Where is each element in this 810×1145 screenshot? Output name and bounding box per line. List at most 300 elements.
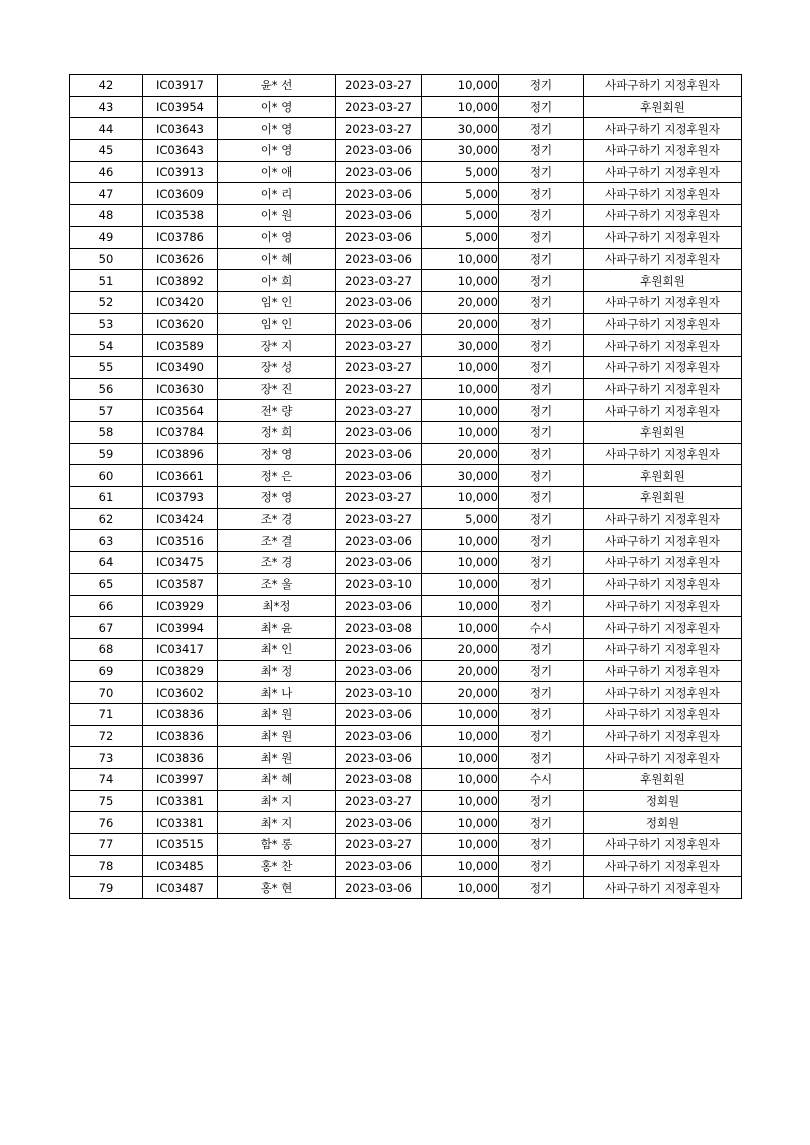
donor-category-cell: 사파구하기 지정후원자 <box>584 660 742 682</box>
donor-name-cell: 정* 희 <box>218 422 336 444</box>
donor-category-cell: 사파구하기 지정후원자 <box>584 161 742 183</box>
donation-date-cell: 2023-03-10 <box>336 573 422 595</box>
donor-name-cell: 최* 나 <box>218 682 336 704</box>
donation-amount-cell: 5,000 <box>422 205 499 227</box>
donation-amount-cell: 10,000 <box>422 725 499 747</box>
donation-amount-cell: 10,000 <box>422 356 499 378</box>
donation-date-cell: 2023-03-27 <box>336 96 422 118</box>
table-row <box>70 573 742 595</box>
donation-date-cell: 2023-03-06 <box>336 747 422 769</box>
table-row <box>70 313 742 335</box>
donation-type-cell: 정기 <box>499 855 584 877</box>
donation-type-cell: 정기 <box>499 248 584 270</box>
donation-date-cell: 2023-03-27 <box>336 335 422 357</box>
row-number-cell: 61 <box>70 487 143 509</box>
row-number-cell: 58 <box>70 422 143 444</box>
donor-category-cell: 후원회원 <box>584 487 742 509</box>
donor-name-cell: 정* 영 <box>218 487 336 509</box>
donation-type-cell: 정기 <box>499 226 584 248</box>
donation-amount-cell: 10,000 <box>422 790 499 812</box>
donor-id-cell: IC03784 <box>143 422 218 444</box>
donation-amount-cell: 10,000 <box>422 75 499 97</box>
donation-type-cell: 정기 <box>499 140 584 162</box>
row-number-cell: 43 <box>70 96 143 118</box>
donation-date-cell: 2023-03-06 <box>336 443 422 465</box>
donor-category-cell: 사파구하기 지정후원자 <box>584 703 742 725</box>
donor-id-cell: IC03643 <box>143 118 218 140</box>
donation-type-cell: 정기 <box>499 725 584 747</box>
row-number-cell: 51 <box>70 270 143 292</box>
donation-date-cell: 2023-03-27 <box>336 378 422 400</box>
donation-amount-cell: 30,000 <box>422 140 499 162</box>
donor-name-cell: 장* 진 <box>218 378 336 400</box>
row-number-cell: 52 <box>70 291 143 313</box>
donation-date-cell: 2023-03-06 <box>336 855 422 877</box>
table-row <box>70 248 742 270</box>
row-number-cell: 66 <box>70 595 143 617</box>
donor-name-cell: 조* 울 <box>218 573 336 595</box>
donation-date-cell: 2023-03-06 <box>336 638 422 660</box>
table-row <box>70 205 742 227</box>
row-number-cell: 62 <box>70 508 143 530</box>
donor-category-cell: 사파구하기 지정후원자 <box>584 356 742 378</box>
donor-id-cell: IC03793 <box>143 487 218 509</box>
row-number-cell: 79 <box>70 877 143 899</box>
donation-amount-cell: 10,000 <box>422 855 499 877</box>
donor-table-body <box>70 75 742 899</box>
donor-id-cell: IC03381 <box>143 790 218 812</box>
table-row <box>70 530 742 552</box>
donation-type-cell: 정기 <box>499 161 584 183</box>
donation-date-cell: 2023-03-10 <box>336 682 422 704</box>
donation-amount-cell: 5,000 <box>422 226 499 248</box>
donation-amount-cell: 10,000 <box>422 769 499 791</box>
donation-amount-cell: 20,000 <box>422 443 499 465</box>
donor-category-cell: 사파구하기 지정후원자 <box>584 183 742 205</box>
donation-date-cell: 2023-03-06 <box>336 422 422 444</box>
donor-category-cell: 사파구하기 지정후원자 <box>584 443 742 465</box>
donation-type-cell: 정기 <box>499 812 584 834</box>
donation-type-cell: 정기 <box>499 96 584 118</box>
donation-type-cell: 정기 <box>499 422 584 444</box>
table-row <box>70 161 742 183</box>
donation-type-cell: 정기 <box>499 270 584 292</box>
donation-date-cell: 2023-03-06 <box>336 248 422 270</box>
donation-date-cell: 2023-03-27 <box>336 834 422 856</box>
donor-name-cell: 최* 정 <box>218 660 336 682</box>
donor-id-cell: IC03487 <box>143 877 218 899</box>
donor-category-cell: 후원회원 <box>584 270 742 292</box>
row-number-cell: 44 <box>70 118 143 140</box>
donation-type-cell: 정기 <box>499 487 584 509</box>
table-row <box>70 747 742 769</box>
table-row <box>70 96 742 118</box>
donor-id-cell: IC03626 <box>143 248 218 270</box>
donation-date-cell: 2023-03-06 <box>336 140 422 162</box>
table-row <box>70 769 742 791</box>
donation-amount-cell: 10,000 <box>422 747 499 769</box>
row-number-cell: 56 <box>70 378 143 400</box>
donation-amount-cell: 10,000 <box>422 834 499 856</box>
row-number-cell: 49 <box>70 226 143 248</box>
table-row <box>70 335 742 357</box>
donor-category-cell: 정회원 <box>584 812 742 834</box>
donor-category-cell: 정회원 <box>584 790 742 812</box>
donation-date-cell: 2023-03-06 <box>336 291 422 313</box>
donation-type-cell: 정기 <box>499 660 584 682</box>
table-row <box>70 703 742 725</box>
donation-amount-cell: 5,000 <box>422 183 499 205</box>
donor-name-cell: 이* 원 <box>218 205 336 227</box>
donor-id-cell: IC03424 <box>143 508 218 530</box>
donor-name-cell: 최* 지 <box>218 812 336 834</box>
donor-category-cell: 사파구하기 지정후원자 <box>584 552 742 574</box>
donor-id-cell: IC03829 <box>143 660 218 682</box>
donation-date-cell: 2023-03-06 <box>336 660 422 682</box>
row-number-cell: 72 <box>70 725 143 747</box>
donation-type-cell: 정기 <box>499 508 584 530</box>
donor-category-cell: 사파구하기 지정후원자 <box>584 530 742 552</box>
donation-type-cell: 정기 <box>499 118 584 140</box>
donation-amount-cell: 10,000 <box>422 877 499 899</box>
row-number-cell: 70 <box>70 682 143 704</box>
donor-id-cell: IC03485 <box>143 855 218 877</box>
donation-amount-cell: 10,000 <box>422 270 499 292</box>
donation-date-cell: 2023-03-27 <box>336 356 422 378</box>
donor-name-cell: 정* 은 <box>218 465 336 487</box>
donation-date-cell: 2023-03-27 <box>336 270 422 292</box>
donor-id-cell: IC03892 <box>143 270 218 292</box>
donor-category-cell: 후원회원 <box>584 422 742 444</box>
donor-category-cell: 사파구하기 지정후원자 <box>584 877 742 899</box>
donation-date-cell: 2023-03-06 <box>336 552 422 574</box>
donor-id-cell: IC03589 <box>143 335 218 357</box>
donation-amount-cell: 10,000 <box>422 487 499 509</box>
donor-category-cell: 후원회원 <box>584 96 742 118</box>
donation-type-cell: 정기 <box>499 75 584 97</box>
donation-type-cell: 정기 <box>499 790 584 812</box>
donation-date-cell: 2023-03-06 <box>336 313 422 335</box>
row-number-cell: 47 <box>70 183 143 205</box>
donor-name-cell: 장* 지 <box>218 335 336 357</box>
donor-name-cell: 이* 영 <box>218 96 336 118</box>
donor-name-cell: 이* 혜 <box>218 248 336 270</box>
donor-id-cell: IC03929 <box>143 595 218 617</box>
donor-id-cell: IC03643 <box>143 140 218 162</box>
donation-date-cell: 2023-03-06 <box>336 205 422 227</box>
donor-category-cell: 사파구하기 지정후원자 <box>584 140 742 162</box>
donor-id-cell: IC03836 <box>143 747 218 769</box>
donation-date-cell: 2023-03-08 <box>336 617 422 639</box>
donation-type-cell: 정기 <box>499 378 584 400</box>
donation-type-cell: 정기 <box>499 877 584 899</box>
row-number-cell: 45 <box>70 140 143 162</box>
donation-amount-cell: 10,000 <box>422 595 499 617</box>
row-number-cell: 65 <box>70 573 143 595</box>
donation-type-cell: 정기 <box>499 573 584 595</box>
donation-amount-cell: 20,000 <box>422 291 499 313</box>
row-number-cell: 48 <box>70 205 143 227</box>
donation-date-cell: 2023-03-06 <box>336 226 422 248</box>
row-number-cell: 42 <box>70 75 143 97</box>
donation-amount-cell: 30,000 <box>422 335 499 357</box>
donation-amount-cell: 30,000 <box>422 118 499 140</box>
table-row <box>70 855 742 877</box>
donor-id-cell: IC03490 <box>143 356 218 378</box>
donor-name-cell: 이* 영 <box>218 118 336 140</box>
donation-amount-cell: 10,000 <box>422 400 499 422</box>
donor-id-cell: IC03836 <box>143 725 218 747</box>
donor-category-cell: 사파구하기 지정후원자 <box>584 508 742 530</box>
row-number-cell: 55 <box>70 356 143 378</box>
row-number-cell: 71 <box>70 703 143 725</box>
table-row <box>70 356 742 378</box>
row-number-cell: 59 <box>70 443 143 465</box>
donor-id-cell: IC03954 <box>143 96 218 118</box>
donor-category-cell: 후원회원 <box>584 769 742 791</box>
table-row <box>70 552 742 574</box>
donor-id-cell: IC03417 <box>143 638 218 660</box>
donor-id-cell: IC03997 <box>143 769 218 791</box>
donor-category-cell: 사파구하기 지정후원자 <box>584 248 742 270</box>
donation-type-cell: 정기 <box>499 834 584 856</box>
donor-id-cell: IC03515 <box>143 834 218 856</box>
donor-category-cell: 사파구하기 지정후원자 <box>584 682 742 704</box>
row-number-cell: 50 <box>70 248 143 270</box>
table-row <box>70 443 742 465</box>
donation-type-cell: 정기 <box>499 443 584 465</box>
donor-name-cell: 이* 애 <box>218 161 336 183</box>
donation-amount-cell: 10,000 <box>422 378 499 400</box>
donor-name-cell: 최* 원 <box>218 703 336 725</box>
table-row <box>70 790 742 812</box>
donation-date-cell: 2023-03-06 <box>336 703 422 725</box>
table-row <box>70 487 742 509</box>
donor-id-cell: IC03602 <box>143 682 218 704</box>
donor-id-cell: IC03620 <box>143 313 218 335</box>
donation-amount-cell: 10,000 <box>422 812 499 834</box>
table-row <box>70 226 742 248</box>
row-number-cell: 64 <box>70 552 143 574</box>
donation-amount-cell: 10,000 <box>422 703 499 725</box>
donor-name-cell: 함* 롱 <box>218 834 336 856</box>
donor-name-cell: 임* 인 <box>218 313 336 335</box>
donor-id-cell: IC03836 <box>143 703 218 725</box>
donation-type-cell: 정기 <box>499 313 584 335</box>
donor-category-cell: 사파구하기 지정후원자 <box>584 75 742 97</box>
donor-category-cell: 사파구하기 지정후원자 <box>584 205 742 227</box>
donation-amount-cell: 10,000 <box>422 530 499 552</box>
donor-category-cell: 사파구하기 지정후원자 <box>584 573 742 595</box>
table-row <box>70 508 742 530</box>
row-number-cell: 73 <box>70 747 143 769</box>
donor-id-cell: IC03661 <box>143 465 218 487</box>
donation-type-cell: 정기 <box>499 552 584 574</box>
row-number-cell: 46 <box>70 161 143 183</box>
table-row <box>70 378 742 400</box>
donor-name-cell: 최* 혜 <box>218 769 336 791</box>
donation-date-cell: 2023-03-27 <box>336 790 422 812</box>
table-row <box>70 595 742 617</box>
donor-id-cell: IC03786 <box>143 226 218 248</box>
table-row <box>70 660 742 682</box>
donation-date-cell: 2023-03-27 <box>336 487 422 509</box>
donor-name-cell: 전* 량 <box>218 400 336 422</box>
donor-category-cell: 사파구하기 지정후원자 <box>584 335 742 357</box>
donation-date-cell: 2023-03-06 <box>336 161 422 183</box>
donor-name-cell: 이* 영 <box>218 226 336 248</box>
donor-category-cell: 사파구하기 지정후원자 <box>584 378 742 400</box>
donation-type-cell: 정기 <box>499 530 584 552</box>
row-number-cell: 60 <box>70 465 143 487</box>
donor-id-cell: IC03630 <box>143 378 218 400</box>
table-row <box>70 400 742 422</box>
donation-type-cell: 정기 <box>499 400 584 422</box>
table-row <box>70 617 742 639</box>
row-number-cell: 78 <box>70 855 143 877</box>
donation-type-cell: 정기 <box>499 183 584 205</box>
donation-type-cell: 수시 <box>499 769 584 791</box>
donation-type-cell: 정기 <box>499 205 584 227</box>
donor-name-cell: 최* 지 <box>218 790 336 812</box>
donation-type-cell: 정기 <box>499 356 584 378</box>
row-number-cell: 53 <box>70 313 143 335</box>
donation-date-cell: 2023-03-27 <box>336 400 422 422</box>
donor-name-cell: 최* 인 <box>218 638 336 660</box>
table-row <box>70 834 742 856</box>
donor-name-cell: 정* 영 <box>218 443 336 465</box>
donation-type-cell: 정기 <box>499 335 584 357</box>
donor-name-cell: 임* 인 <box>218 291 336 313</box>
donation-amount-cell: 10,000 <box>422 422 499 444</box>
donation-amount-cell: 20,000 <box>422 660 499 682</box>
donation-type-cell: 정기 <box>499 747 584 769</box>
table-row <box>70 75 742 97</box>
donation-date-cell: 2023-03-08 <box>336 769 422 791</box>
donation-type-cell: 정기 <box>499 465 584 487</box>
donation-type-cell: 정기 <box>499 638 584 660</box>
donor-category-cell: 사파구하기 지정후원자 <box>584 226 742 248</box>
donor-category-cell: 후원회원 <box>584 465 742 487</box>
donor-name-cell: 장* 성 <box>218 356 336 378</box>
donor-id-cell: IC03587 <box>143 573 218 595</box>
donor-name-cell: 조* 경 <box>218 508 336 530</box>
donor-category-cell: 사파구하기 지정후원자 <box>584 747 742 769</box>
table-row <box>70 140 742 162</box>
donor-id-cell: IC03896 <box>143 443 218 465</box>
donation-date-cell: 2023-03-06 <box>336 183 422 205</box>
donation-date-cell: 2023-03-06 <box>336 812 422 834</box>
donor-id-cell: IC03564 <box>143 400 218 422</box>
donor-name-cell: 이* 리 <box>218 183 336 205</box>
donor-name-cell: 이* 희 <box>218 270 336 292</box>
donation-type-cell: 수시 <box>499 617 584 639</box>
row-number-cell: 69 <box>70 660 143 682</box>
donor-id-cell: IC03609 <box>143 183 218 205</box>
table-row <box>70 422 742 444</box>
donor-name-cell: 조* 경 <box>218 552 336 574</box>
donor-name-cell: 최* 원 <box>218 725 336 747</box>
donor-category-cell: 사파구하기 지정후원자 <box>584 855 742 877</box>
donation-date-cell: 2023-03-06 <box>336 595 422 617</box>
donation-amount-cell: 20,000 <box>422 682 499 704</box>
donation-date-cell: 2023-03-06 <box>336 877 422 899</box>
table-row <box>70 183 742 205</box>
table-row <box>70 118 742 140</box>
row-number-cell: 77 <box>70 834 143 856</box>
donation-amount-cell: 10,000 <box>422 248 499 270</box>
donation-date-cell: 2023-03-27 <box>336 75 422 97</box>
donor-id-cell: IC03913 <box>143 161 218 183</box>
donation-date-cell: 2023-03-06 <box>336 725 422 747</box>
donation-amount-cell: 30,000 <box>422 465 499 487</box>
donation-type-cell: 정기 <box>499 291 584 313</box>
donation-amount-cell: 10,000 <box>422 552 499 574</box>
donor-id-cell: IC03420 <box>143 291 218 313</box>
donor-category-cell: 사파구하기 지정후원자 <box>584 595 742 617</box>
donor-table <box>69 74 742 899</box>
donation-amount-cell: 20,000 <box>422 313 499 335</box>
donor-category-cell: 사파구하기 지정후원자 <box>584 118 742 140</box>
donor-name-cell: 홍* 현 <box>218 877 336 899</box>
donation-date-cell: 2023-03-06 <box>336 465 422 487</box>
donor-category-cell: 사파구하기 지정후원자 <box>584 400 742 422</box>
donor-id-cell: IC03381 <box>143 812 218 834</box>
donor-id-cell: IC03538 <box>143 205 218 227</box>
donation-date-cell: 2023-03-27 <box>336 118 422 140</box>
row-number-cell: 76 <box>70 812 143 834</box>
donation-type-cell: 정기 <box>499 682 584 704</box>
table-row <box>70 682 742 704</box>
donor-name-cell: 홍* 찬 <box>218 855 336 877</box>
donation-date-cell: 2023-03-06 <box>336 530 422 552</box>
donor-category-cell: 사파구하기 지정후원자 <box>584 291 742 313</box>
donation-amount-cell: 5,000 <box>422 161 499 183</box>
donor-name-cell: 최*정 <box>218 595 336 617</box>
donation-amount-cell: 10,000 <box>422 617 499 639</box>
donation-date-cell: 2023-03-27 <box>336 508 422 530</box>
row-number-cell: 57 <box>70 400 143 422</box>
donor-name-cell: 최* 원 <box>218 747 336 769</box>
table-row <box>70 877 742 899</box>
row-number-cell: 68 <box>70 638 143 660</box>
donation-type-cell: 정기 <box>499 595 584 617</box>
donor-category-cell: 사파구하기 지정후원자 <box>584 617 742 639</box>
donor-id-cell: IC03994 <box>143 617 218 639</box>
row-number-cell: 63 <box>70 530 143 552</box>
row-number-cell: 54 <box>70 335 143 357</box>
donor-category-cell: 사파구하기 지정후원자 <box>584 638 742 660</box>
donor-id-cell: IC03917 <box>143 75 218 97</box>
donor-category-cell: 사파구하기 지정후원자 <box>584 725 742 747</box>
table-row <box>70 270 742 292</box>
donation-amount-cell: 20,000 <box>422 638 499 660</box>
donor-id-cell: IC03516 <box>143 530 218 552</box>
row-number-cell: 75 <box>70 790 143 812</box>
donation-type-cell: 정기 <box>499 703 584 725</box>
row-number-cell: 67 <box>70 617 143 639</box>
donor-name-cell: 이* 영 <box>218 140 336 162</box>
donation-amount-cell: 10,000 <box>422 96 499 118</box>
donor-name-cell: 최* 윤 <box>218 617 336 639</box>
donation-amount-cell: 5,000 <box>422 508 499 530</box>
table-row <box>70 638 742 660</box>
donor-category-cell: 사파구하기 지정후원자 <box>584 834 742 856</box>
table-row <box>70 725 742 747</box>
donor-id-cell: IC03475 <box>143 552 218 574</box>
row-number-cell: 74 <box>70 769 143 791</box>
donor-name-cell: 조* 결 <box>218 530 336 552</box>
